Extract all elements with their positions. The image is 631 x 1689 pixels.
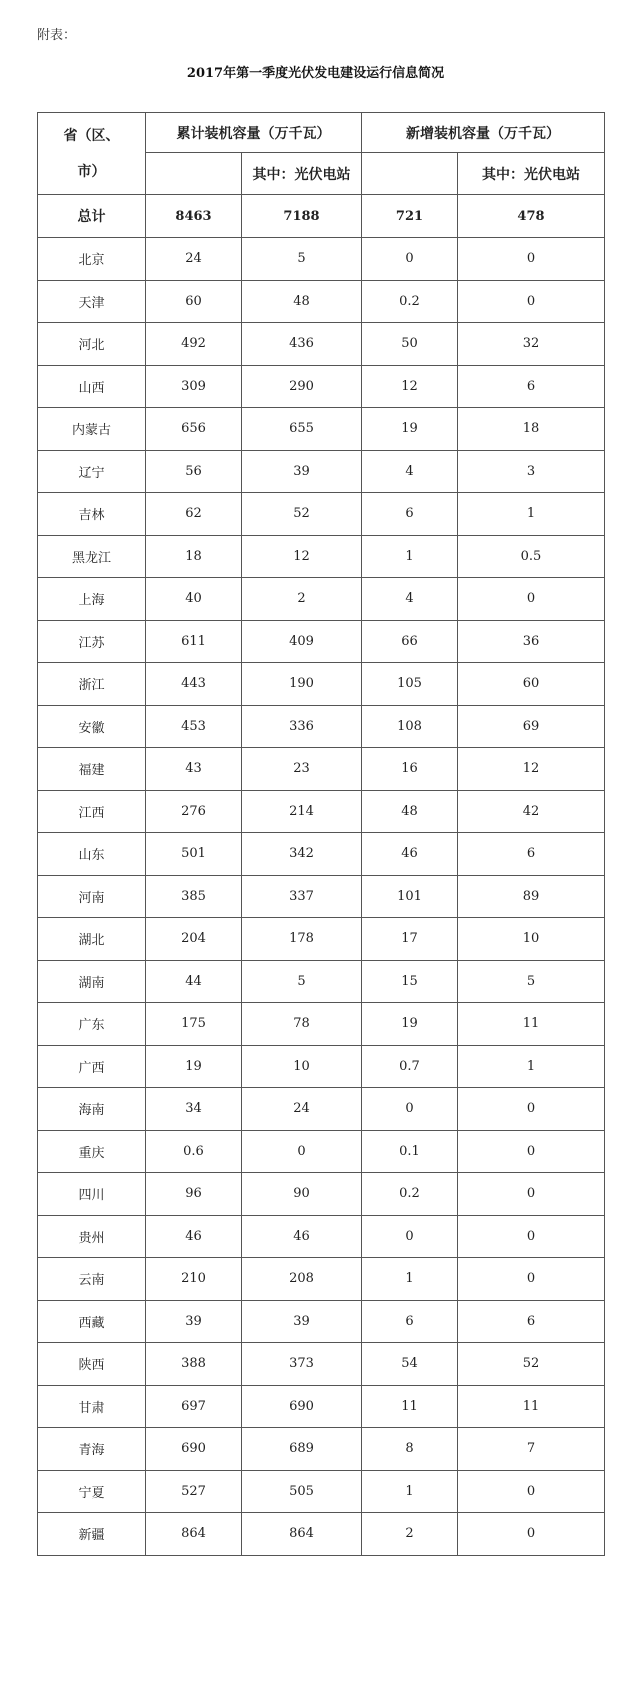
cumulative-cell: 864 (146, 1513, 242, 1556)
cumulative-cell: 56 (146, 450, 242, 493)
total-new: 721 (362, 195, 458, 238)
cumulative-cell: 385 (146, 875, 242, 918)
cumulative-pv-cell: 2 (242, 578, 362, 621)
cumulative-cell: 210 (146, 1258, 242, 1301)
cumulative-cell: 690 (146, 1428, 242, 1471)
cumulative-pv-cell: 12 (242, 535, 362, 578)
header-new-blank (362, 153, 458, 195)
region-name-cell: 北京 (38, 238, 146, 281)
region-name-cell: 海南 (38, 1088, 146, 1131)
new-cell: 0.7 (362, 1045, 458, 1088)
region-name-cell: 重庆 (38, 1130, 146, 1173)
region-name-cell: 黑龙江 (38, 535, 146, 578)
region-name-cell: 青海 (38, 1428, 146, 1471)
cumulative-cell: 175 (146, 1003, 242, 1046)
table-row (38, 535, 605, 578)
new-cell: 101 (362, 875, 458, 918)
new-pv-cell: 12 (458, 748, 605, 791)
new-pv-cell: 60 (458, 663, 605, 706)
new-cell: 1 (362, 1258, 458, 1301)
cumulative-cell: 611 (146, 620, 242, 663)
new-cell: 4 (362, 450, 458, 493)
cumulative-cell: 309 (146, 365, 242, 408)
cumulative-cell: 0.6 (146, 1130, 242, 1173)
region-name-cell: 浙江 (38, 663, 146, 706)
new-pv-cell: 0 (458, 238, 605, 281)
cumulative-pv-cell: 78 (242, 1003, 362, 1046)
new-cell: 16 (362, 748, 458, 791)
cumulative-pv-cell: 190 (242, 663, 362, 706)
total-row (38, 195, 605, 238)
region-name-cell: 贵州 (38, 1215, 146, 1258)
new-cell: 2 (362, 1513, 458, 1556)
header-new-pv: 其中：光伏电站 (458, 153, 605, 195)
region-name-cell: 山东 (38, 833, 146, 876)
region-name-cell: 云南 (38, 1258, 146, 1301)
new-cell: 66 (362, 620, 458, 663)
header-row-top (38, 113, 605, 153)
cumulative-pv-cell: 505 (242, 1470, 362, 1513)
new-pv-cell: 42 (458, 790, 605, 833)
region-name-cell: 上海 (38, 578, 146, 621)
cumulative-pv-cell: 690 (242, 1385, 362, 1428)
new-pv-cell: 11 (458, 1385, 605, 1428)
region-name-cell: 新疆 (38, 1513, 146, 1556)
new-pv-cell: 3 (458, 450, 605, 493)
new-pv-cell: 0 (458, 1215, 605, 1258)
new-cell: 0 (362, 1088, 458, 1131)
cumulative-cell: 453 (146, 705, 242, 748)
region-name-cell: 安徽 (38, 705, 146, 748)
new-pv-cell: 1 (458, 493, 605, 536)
new-pv-cell: 0 (458, 1173, 605, 1216)
table-row (38, 1300, 605, 1343)
cumulative-pv-cell: 10 (242, 1045, 362, 1088)
new-pv-cell: 11 (458, 1003, 605, 1046)
cumulative-pv-cell: 24 (242, 1088, 362, 1131)
table-row (38, 790, 605, 833)
cumulative-pv-cell: 5 (242, 238, 362, 281)
new-pv-cell: 6 (458, 365, 605, 408)
table-row (38, 1470, 605, 1513)
table-row (38, 238, 605, 281)
new-pv-cell: 6 (458, 833, 605, 876)
region-name-cell: 江西 (38, 790, 146, 833)
table-row (38, 578, 605, 621)
table-row (38, 748, 605, 791)
cumulative-pv-cell: 46 (242, 1215, 362, 1258)
cumulative-cell: 46 (146, 1215, 242, 1258)
table-row (38, 875, 605, 918)
cumulative-cell: 39 (146, 1300, 242, 1343)
total-label: 总计 (38, 195, 146, 238)
cumulative-pv-cell: 409 (242, 620, 362, 663)
table-prefix-label: 附表： (37, 28, 77, 43)
new-pv-cell: 0 (458, 1088, 605, 1131)
region-name-cell: 宁夏 (38, 1470, 146, 1513)
header-region: 省（区、市） (38, 113, 146, 195)
table-row (38, 620, 605, 663)
total-cumulative-pv: 7188 (242, 195, 362, 238)
new-pv-cell: 0 (458, 1130, 605, 1173)
cumulative-cell: 62 (146, 493, 242, 536)
new-pv-cell: 89 (458, 875, 605, 918)
cumulative-pv-cell: 290 (242, 365, 362, 408)
table-row (38, 1045, 605, 1088)
region-name-cell: 江苏 (38, 620, 146, 663)
cumulative-pv-cell: 689 (242, 1428, 362, 1471)
new-cell: 0.2 (362, 280, 458, 323)
header-cumulative: 累计装机容量（万千瓦） (146, 113, 362, 153)
cumulative-pv-cell: 0 (242, 1130, 362, 1173)
table-body (38, 113, 605, 1556)
region-name-cell: 四川 (38, 1173, 146, 1216)
new-cell: 8 (362, 1428, 458, 1471)
new-cell: 12 (362, 365, 458, 408)
cumulative-cell: 527 (146, 1470, 242, 1513)
new-pv-cell: 1 (458, 1045, 605, 1088)
region-name-cell: 甘肃 (38, 1385, 146, 1428)
cumulative-pv-cell: 373 (242, 1343, 362, 1386)
new-cell: 50 (362, 323, 458, 366)
cumulative-cell: 34 (146, 1088, 242, 1131)
table-row (38, 408, 605, 451)
cumulative-cell: 96 (146, 1173, 242, 1216)
region-name-cell: 湖南 (38, 960, 146, 1003)
new-cell: 54 (362, 1343, 458, 1386)
new-cell: 19 (362, 1003, 458, 1046)
cumulative-pv-cell: 336 (242, 705, 362, 748)
region-name-cell: 广西 (38, 1045, 146, 1088)
table-row (38, 365, 605, 408)
new-pv-cell: 0 (458, 578, 605, 621)
new-pv-cell: 18 (458, 408, 605, 451)
cumulative-cell: 18 (146, 535, 242, 578)
region-name-cell: 陕西 (38, 1343, 146, 1386)
new-cell: 1 (362, 1470, 458, 1513)
cumulative-cell: 44 (146, 960, 242, 1003)
new-cell: 4 (362, 578, 458, 621)
new-cell: 15 (362, 960, 458, 1003)
region-name-cell: 河北 (38, 323, 146, 366)
new-pv-cell: 52 (458, 1343, 605, 1386)
table-row (38, 1088, 605, 1131)
new-cell: 0.2 (362, 1173, 458, 1216)
table-row (38, 833, 605, 876)
header-cumulative-blank (146, 153, 242, 195)
table-row (38, 493, 605, 536)
new-cell: 0 (362, 238, 458, 281)
region-name-cell: 内蒙古 (38, 408, 146, 451)
new-pv-cell: 0 (458, 1513, 605, 1556)
table-row (38, 1173, 605, 1216)
cumulative-cell: 204 (146, 918, 242, 961)
new-pv-cell: 0 (458, 1470, 605, 1513)
page-title: 2017年第一季度光伏发电建设运行信息简况 (186, 66, 445, 81)
header-cumulative-pv: 其中：光伏电站 (242, 153, 362, 195)
new-cell: 0.1 (362, 1130, 458, 1173)
cumulative-pv-cell: 864 (242, 1513, 362, 1556)
table-row (38, 960, 605, 1003)
table-row (38, 663, 605, 706)
table-row (38, 918, 605, 961)
region-name-cell: 湖北 (38, 918, 146, 961)
new-cell: 0 (362, 1215, 458, 1258)
new-cell: 6 (362, 493, 458, 536)
cumulative-cell: 19 (146, 1045, 242, 1088)
cumulative-cell: 501 (146, 833, 242, 876)
new-cell: 46 (362, 833, 458, 876)
new-pv-cell: 0.5 (458, 535, 605, 578)
cumulative-pv-cell: 48 (242, 280, 362, 323)
table-row (38, 1130, 605, 1173)
cumulative-pv-cell: 90 (242, 1173, 362, 1216)
new-cell: 6 (362, 1300, 458, 1343)
new-pv-cell: 0 (458, 280, 605, 323)
table-row (38, 705, 605, 748)
header-new: 新增装机容量（万千瓦） (362, 113, 605, 153)
region-name-cell: 福建 (38, 748, 146, 791)
total-cumulative: 8463 (146, 195, 242, 238)
cumulative-pv-cell: 23 (242, 748, 362, 791)
region-name-cell: 辽宁 (38, 450, 146, 493)
new-cell: 17 (362, 918, 458, 961)
cumulative-pv-cell: 436 (242, 323, 362, 366)
new-pv-cell: 32 (458, 323, 605, 366)
table-row (38, 1343, 605, 1386)
table-row (38, 1513, 605, 1556)
new-cell: 1 (362, 535, 458, 578)
table-row (38, 323, 605, 366)
new-pv-cell: 6 (458, 1300, 605, 1343)
cumulative-cell: 388 (146, 1343, 242, 1386)
cumulative-pv-cell: 214 (242, 790, 362, 833)
cumulative-pv-cell: 178 (242, 918, 362, 961)
cumulative-pv-cell: 52 (242, 493, 362, 536)
table-row (38, 280, 605, 323)
region-name-cell: 广东 (38, 1003, 146, 1046)
new-cell: 108 (362, 705, 458, 748)
table-row (38, 1428, 605, 1471)
table-row (38, 1003, 605, 1046)
cumulative-cell: 40 (146, 578, 242, 621)
new-cell: 19 (362, 408, 458, 451)
new-cell: 105 (362, 663, 458, 706)
cumulative-pv-cell: 208 (242, 1258, 362, 1301)
table-row (38, 1385, 605, 1428)
cumulative-pv-cell: 39 (242, 450, 362, 493)
cumulative-cell: 276 (146, 790, 242, 833)
new-pv-cell: 69 (458, 705, 605, 748)
table-row (38, 450, 605, 493)
region-name-cell: 天津 (38, 280, 146, 323)
cumulative-cell: 24 (146, 238, 242, 281)
cumulative-pv-cell: 342 (242, 833, 362, 876)
cumulative-pv-cell: 337 (242, 875, 362, 918)
new-pv-cell: 0 (458, 1258, 605, 1301)
table-row (38, 1258, 605, 1301)
cumulative-cell: 60 (146, 280, 242, 323)
cumulative-cell: 43 (146, 748, 242, 791)
cumulative-cell: 656 (146, 408, 242, 451)
cumulative-pv-cell: 655 (242, 408, 362, 451)
cumulative-cell: 697 (146, 1385, 242, 1428)
region-name-cell: 西藏 (38, 1300, 146, 1343)
new-pv-cell: 36 (458, 620, 605, 663)
cumulative-pv-cell: 39 (242, 1300, 362, 1343)
region-name-cell: 吉林 (38, 493, 146, 536)
new-pv-cell: 10 (458, 918, 605, 961)
new-pv-cell: 5 (458, 960, 605, 1003)
new-cell: 48 (362, 790, 458, 833)
total-new-pv: 478 (458, 195, 605, 238)
region-name-cell: 山西 (38, 365, 146, 408)
cumulative-pv-cell: 5 (242, 960, 362, 1003)
new-cell: 11 (362, 1385, 458, 1428)
cumulative-cell: 492 (146, 323, 242, 366)
cumulative-cell: 443 (146, 663, 242, 706)
new-pv-cell: 7 (458, 1428, 605, 1471)
pv-capacity-table (37, 112, 605, 1556)
region-name-cell: 河南 (38, 875, 146, 918)
table-row (38, 1215, 605, 1258)
